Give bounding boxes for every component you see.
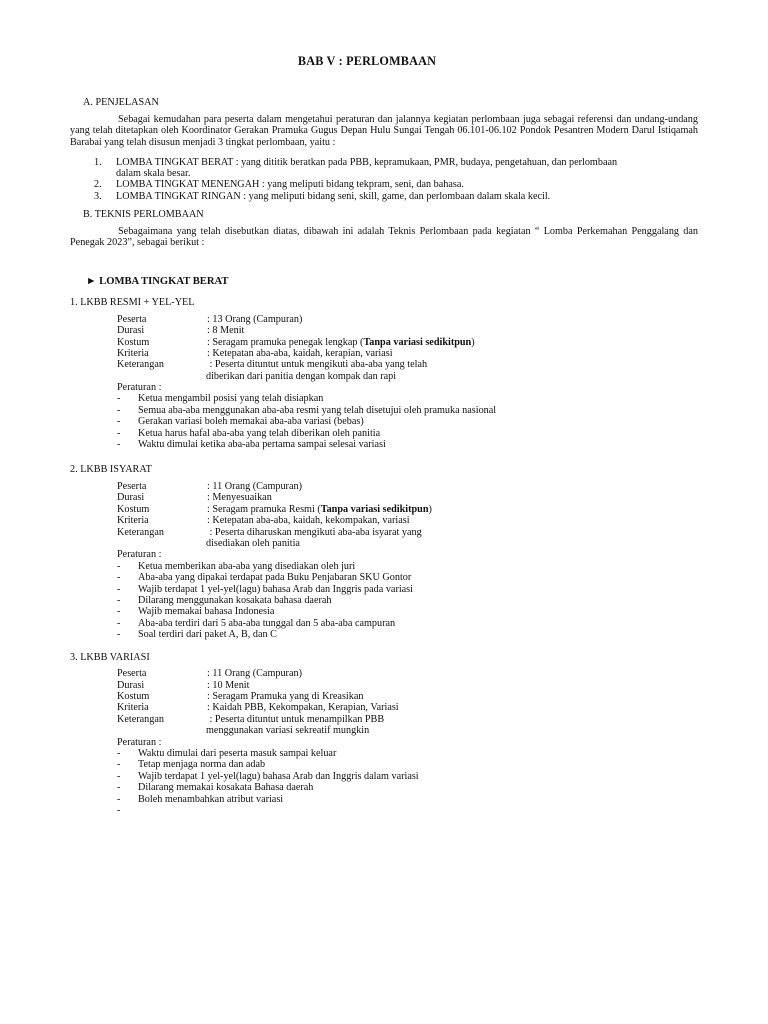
- field-label: Kostum: [117, 337, 150, 348]
- field-value: : 13 Orang (Campuran): [207, 314, 303, 325]
- field-value: : Seragam Pramuka yang di Kreasikan: [207, 691, 364, 702]
- field-value: : Peserta dituntut untuk menampilkan PBB: [207, 714, 385, 725]
- field-label: Durasi: [117, 325, 145, 336]
- rule-item: - Dilarang memakai kosakata Bahasa daerah: [117, 782, 314, 793]
- level-list-text: LOMBA TINGKAT RINGAN : yang meliputi bidang seni, skill, game, dan perlombaan dalam skala kecil.: [116, 191, 551, 202]
- field-value-tail: ): [428, 504, 432, 515]
- rule-item: - Boleh menambahkan atribut variasi: [117, 794, 284, 805]
- rule-item: - Dilarang menggunakan kosakata bahasa daerah: [117, 595, 332, 606]
- level-list-item: [94, 191, 550, 202]
- field-value: : Peserta dituntut untuk mengikuti aba-aba yang telah: [207, 359, 428, 370]
- level-list-number: 2.: [94, 179, 102, 190]
- field-value: : Menyesuaikan: [207, 492, 272, 503]
- section-a-heading: A. PENJELASAN: [83, 97, 159, 108]
- field-label: Peserta: [117, 668, 147, 679]
- rule-text: Dilarang memakai kosakata Bahasa daerah: [138, 782, 314, 793]
- section-b-paragraph-text: Sebagaimana yang telah disebutkan diatas, dibawah ini adalah Teknis Perlombaan pada kegiatan “ Lomba Perkemahan Penggalang dan Penegak 2023”, sebagai berikut :: [70, 226, 698, 249]
- field-value: : Peserta diharuskan mengikuti aba-aba isyarat yang: [207, 527, 422, 538]
- rule-text: Ketua harus hafal aba-aba yang telah diberikan oleh panitia: [138, 428, 381, 439]
- field-label: Durasi: [117, 492, 145, 503]
- field-continuation: menggunakan variasi sekreatif mungkin: [206, 725, 370, 736]
- rules-label: Peraturan :: [117, 737, 162, 748]
- rule-item: - Tetap menjaga norma dan adab: [117, 759, 266, 770]
- section-a-paragraph: [70, 114, 698, 148]
- field-row: [117, 668, 302, 679]
- field-label: Keterangan: [117, 527, 164, 538]
- field-label: Kriteria: [117, 348, 149, 359]
- rule-item: - Soal terdiri dari paket A, B, dan C: [117, 629, 277, 640]
- field-label: Peserta: [117, 481, 147, 492]
- rule-text: Ketua mengambil posisi yang telah disiapkan: [138, 393, 324, 404]
- rule-item: - Wajib terdapat 1 yel-yel(lagu) bahasa Arab dan Inggris dalam variasi: [117, 771, 419, 782]
- field-value: : 11 Orang (Campuran): [207, 481, 302, 492]
- field-label: Kostum: [117, 691, 150, 702]
- rule-item: - Aba-aba terdiri dari 5 aba-aba tunggal dan 5 aba-aba campuran: [117, 618, 396, 629]
- rule-text: Dilarang menggunakan kosakata bahasa daerah: [138, 595, 332, 606]
- field-row: [117, 325, 244, 336]
- rule-text: Tetap menjaga norma dan adab: [138, 759, 266, 770]
- lomba-tingkat-berat-heading: ► LOMBA TINGKAT BERAT: [86, 276, 229, 287]
- rules-label: Peraturan :: [117, 382, 162, 393]
- page-title: BAB V : PERLOMBAAN: [297, 54, 437, 68]
- field-value: : Seragam pramuka penegak lengkap (: [207, 337, 364, 348]
- rule-text: Wajib terdapat 1 yel-yel(lagu) bahasa Arab dan Inggris dalam variasi: [138, 771, 419, 782]
- rule-item: - Ketua memberikan aba-aba yang disediakan oleh juri: [117, 561, 356, 572]
- field-row: [117, 314, 302, 325]
- field-label: Kostum: [117, 504, 150, 515]
- field-label: Kriteria: [117, 515, 149, 526]
- field-label: Keterangan: [117, 359, 164, 370]
- field-label: Durasi: [117, 680, 145, 691]
- rule-text: Semua aba-aba menggunakan aba-aba resmi yang telah disetujui oleh pramuka nasional: [138, 405, 497, 416]
- rule-item: - Ketua harus hafal aba-aba yang telah diberikan oleh panitia: [117, 428, 381, 439]
- field-value-tail: ): [471, 337, 475, 348]
- level-list-number: 3.: [94, 191, 102, 202]
- lomba-heading: 1. LKBB RESMI + YEL-YEL: [70, 297, 195, 308]
- field-row: [117, 515, 410, 526]
- rule-text: Wajib terdapat 1 yel-yel(lagu) bahasa Arab dan Inggris pada variasi: [138, 584, 413, 595]
- field-row: [117, 702, 399, 713]
- field-value: : Ketepatan aba-aba, kaidah, kerapian, variasi: [207, 348, 393, 359]
- lomba-heading: 2. LKBB ISYARAT: [70, 464, 152, 475]
- rule-item: - Waktu dimulai dari peserta masuk sampai keluar: [117, 748, 337, 759]
- field-row: [117, 691, 363, 702]
- field-row: [117, 359, 427, 370]
- field-row: [117, 492, 272, 503]
- level-list-item: [94, 157, 617, 168]
- field-value: : Kaidah PBB, Kekompakan, Kerapian, Variasi: [207, 702, 399, 713]
- section-b-heading: B. TEKNIS PERLOMBAAN: [83, 209, 204, 220]
- field-row: [117, 481, 302, 492]
- field-continuation: diberikan dari panitia dengan kompak dan rapi: [206, 371, 397, 382]
- rule-text: Soal terdiri dari paket A, B, dan C: [138, 629, 277, 640]
- rule-item: - Gerakan variasi boleh memakai aba-aba variasi (bebas): [117, 416, 364, 427]
- rules-label: Peraturan :: [117, 549, 162, 560]
- field-value-bold: Tanpa variasi sedikitpun: [320, 504, 429, 515]
- field-value: : 11 Orang (Campuran): [207, 668, 302, 679]
- level-list-text: LOMBA TINGKAT MENENGAH : yang meliputi bidang tekpram, seni, dan bahasa.: [116, 179, 464, 190]
- section-b-paragraph: [70, 226, 698, 249]
- field-value-bold: Tanpa variasi sedikitpun: [363, 337, 472, 348]
- section-a-paragraph-text: Sebagai kemudahan para peserta dalam mengetahui peraturan dan jalannya kegiatan perlombaan juga sebagai referensi dan undang-undang yang telah ditetapkan oleh Koordinator Gerakan Pramuka Gugus Depan Hulu Sungai Tengah 06.101-06.102 Pondok Pesantren Modern Darul Istiqamah Barabai yang telah disusun menjadi 3 tingkat perlombaan, yaitu :: [70, 114, 698, 148]
- rule-text: Waktu dimulai dari peserta masuk sampai keluar: [138, 748, 337, 759]
- lomba-heading: 3. LKBB VARIASI: [70, 652, 150, 663]
- field-row: [117, 337, 475, 348]
- field-row: [117, 527, 422, 538]
- field-label: Keterangan: [117, 714, 164, 725]
- field-row: [117, 504, 432, 515]
- field-row: [117, 714, 384, 725]
- field-row: [117, 680, 249, 691]
- field-continuation: disediakan oleh panitia: [206, 538, 300, 549]
- field-label: Kriteria: [117, 702, 149, 713]
- rule-text: Waktu dimulai ketika aba-aba pertama sampai selesai variasi: [138, 439, 386, 450]
- field-value: : Seragam pramuka Resmi (: [207, 504, 321, 515]
- rule-item: -: [117, 805, 121, 816]
- level-list-continuation: dalam skala besar.: [116, 168, 191, 179]
- rule-item: - Waktu dimulai ketika aba-aba pertama sampai selesai variasi: [117, 439, 386, 450]
- level-list-item: [94, 179, 464, 190]
- rule-item: - Wajib memakai bahasa Indonesia: [117, 606, 275, 617]
- field-value: : 10 Menit: [207, 680, 250, 691]
- rule-text: Aba-aba terdiri dari 5 aba-aba tunggal dan 5 aba-aba campuran: [138, 618, 396, 629]
- rule-text: Wajib memakai bahasa Indonesia: [138, 606, 275, 617]
- rule-text: Aba-aba yang dipakai terdapat pada Buku Penjabaran SKU Gontor: [138, 572, 412, 583]
- rule-item: - Aba-aba yang dipakai terdapat pada Buku Penjabaran SKU Gontor: [117, 572, 412, 583]
- rule-text: Boleh menambahkan atribut variasi: [138, 794, 284, 805]
- level-list-number: 1.: [94, 157, 102, 168]
- rule-text: Ketua memberikan aba-aba yang disediakan oleh juri: [138, 561, 356, 572]
- rule-item: - Semua aba-aba menggunakan aba-aba resmi yang telah disetujui oleh pramuka nasional: [117, 405, 497, 416]
- rule-text: Gerakan variasi boleh memakai aba-aba variasi (bebas): [138, 416, 364, 427]
- rule-item: - Ketua mengambil posisi yang telah disiapkan: [117, 393, 324, 404]
- field-label: Peserta: [117, 314, 147, 325]
- level-list-text: LOMBA TINGKAT BERAT : yang dititik beratkan pada PBB, kepramukaan, PMR, budaya, pengetahuan, dan perlombaan: [116, 157, 618, 168]
- field-value: : Ketepatan aba-aba, kaidah, kekompakan, variasi: [207, 515, 410, 526]
- field-value: : 8 Menit: [207, 325, 245, 336]
- field-row: [117, 348, 393, 359]
- rule-item: - Wajib terdapat 1 yel-yel(lagu) bahasa Arab dan Inggris pada variasi: [117, 584, 413, 595]
